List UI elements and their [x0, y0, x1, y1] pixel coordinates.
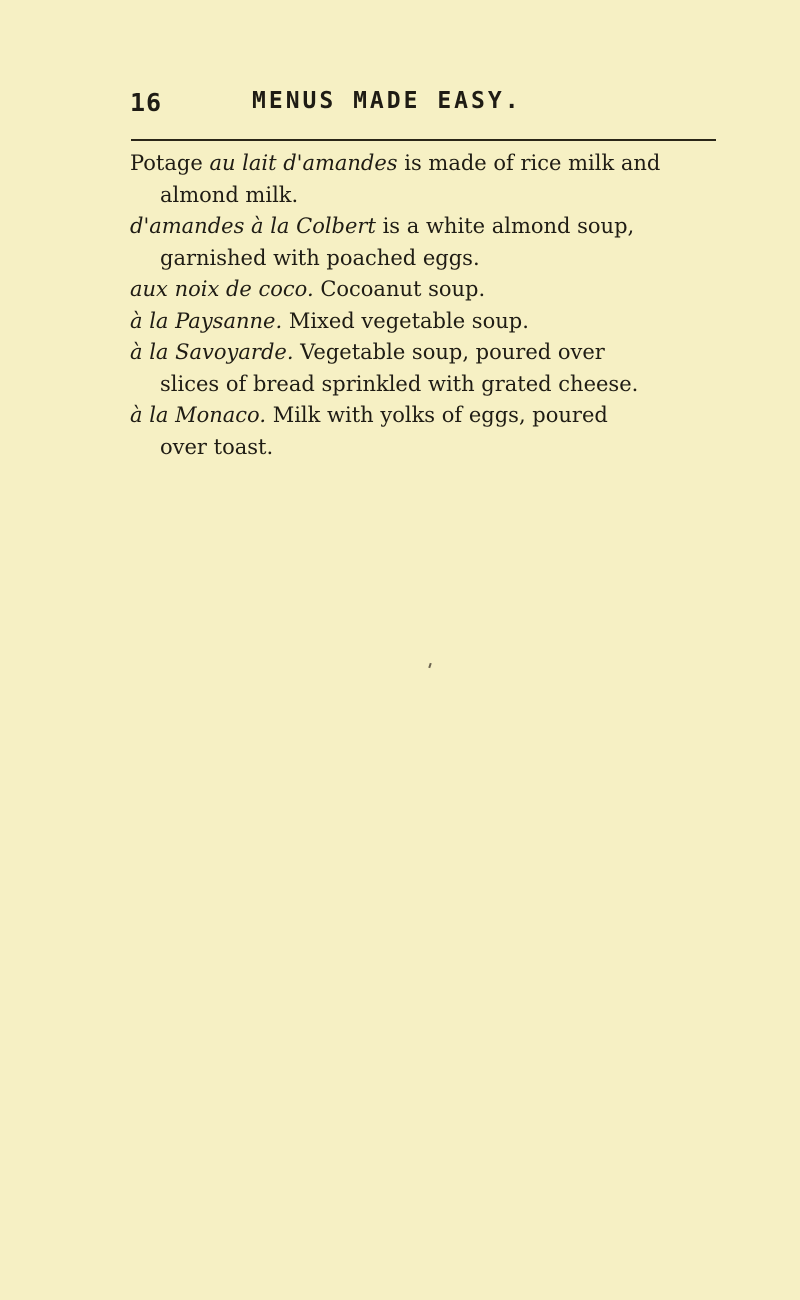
- entry-name: au lait d'amandes: [209, 151, 398, 175]
- entry-name: à la Paysanne.: [130, 308, 283, 333]
- soup-entries: [130, 148, 730, 463]
- entry-name: à la Savoyarde.: [130, 340, 294, 364]
- entry-a-la-monaco: [130, 400, 730, 463]
- entry-description-continued: over toast.: [160, 434, 274, 459]
- entry-description: is made of rice milk and: [397, 151, 661, 175]
- entry-name: à la Monaco.: [130, 403, 267, 427]
- entry-description-continued: almond milk.: [160, 182, 299, 207]
- entry-name: aux noix de coco.: [130, 277, 314, 301]
- entry-description: Vegetable soup, poured over: [293, 340, 605, 364]
- entry-lead: Potage: [130, 151, 210, 175]
- header-rule: [131, 139, 716, 141]
- running-title: MENUS MADE EASY.: [252, 88, 522, 114]
- entry-description-continued: slices of bread sprinkled with grated cheese.: [160, 371, 639, 396]
- entry-aux-noix-de-coco: [130, 274, 730, 306]
- entry-description: Cocoanut soup.: [313, 277, 486, 301]
- entry-description: Mixed vegetable soup.: [282, 308, 529, 333]
- entry-a-la-paysanne: [130, 306, 730, 338]
- entry-description: Milk with yolks of eggs, poured: [266, 403, 608, 427]
- running-head: [130, 88, 716, 122]
- paper-speck: [428, 663, 431, 668]
- entry-damandes-a-la-colbert: [130, 211, 730, 274]
- entry-au-lait-damandes: [130, 148, 730, 211]
- entry-a-la-savoyarde: [130, 337, 730, 400]
- page-number: 16: [130, 88, 163, 117]
- entry-name: d'amandes à la Colbert: [130, 214, 376, 238]
- entry-description: is a white almond soup,: [375, 214, 635, 238]
- entry-description-continued: garnished with poached eggs.: [160, 245, 480, 270]
